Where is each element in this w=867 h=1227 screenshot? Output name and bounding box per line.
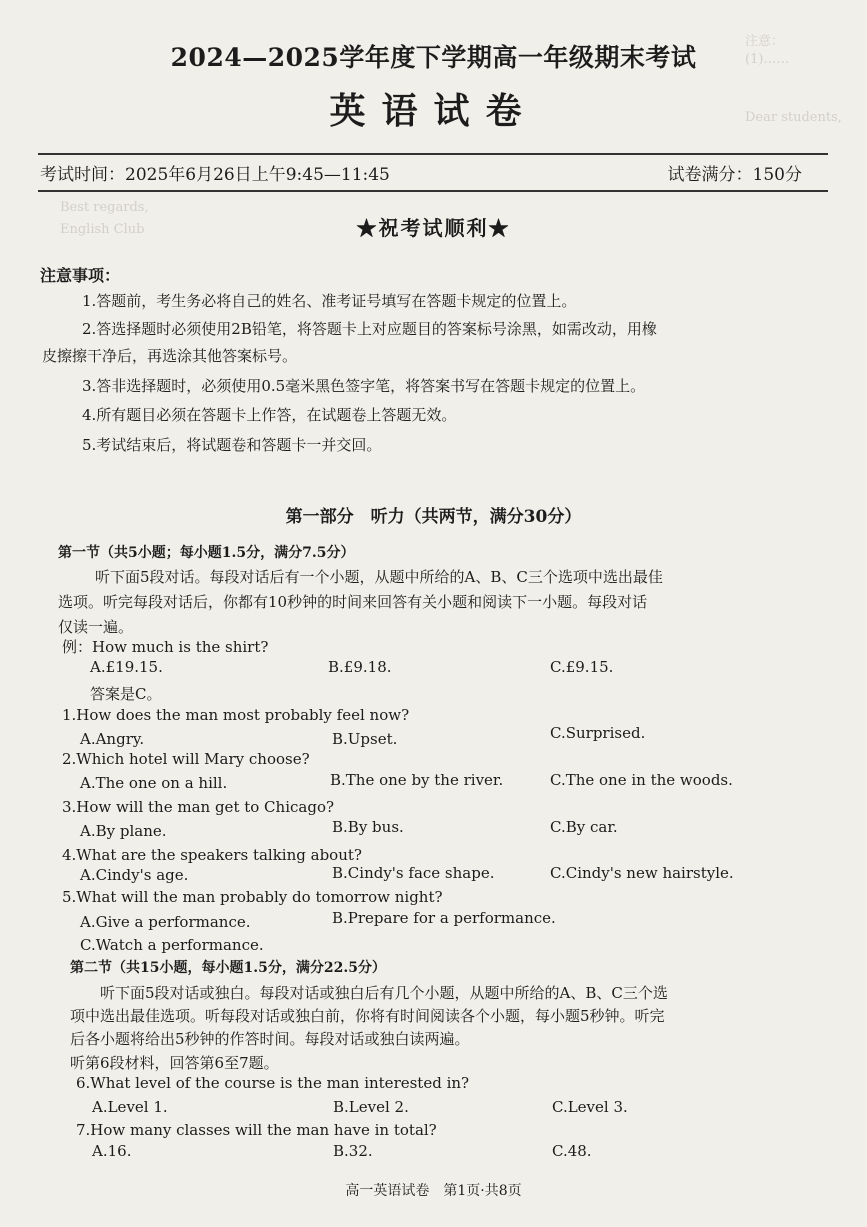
question-4-option-c: C.Cindy's new hairstyle. bbox=[550, 864, 734, 882]
material-6-instruction: 听第6段材料，回答第6至7题。 bbox=[70, 1054, 279, 1072]
question-2-option-a: A.The one on a hill. bbox=[80, 774, 228, 792]
question-6: 6.What level of the course is the man interested in? bbox=[76, 1074, 470, 1092]
bleed-through-text: English Club bbox=[60, 222, 145, 237]
question-7: 7.How many classes will the man have in total? bbox=[76, 1121, 437, 1139]
question-3: 3.How will the man get to Chicago? bbox=[62, 798, 335, 816]
question-6-option-b: B.Level 2. bbox=[333, 1098, 409, 1116]
question-6-option-c: C.Level 3. bbox=[552, 1098, 628, 1116]
question-7-option-c: C.48. bbox=[552, 1142, 592, 1160]
section2-instruction: 听下面5段对话或独白。每段对话或独白后有几个小题，从题中所给的A、B、C三个选 bbox=[100, 984, 668, 1002]
note-item: 3.答非选择题时，必须使用0.5毫米黑色签字笔，将答案书写在答题卡规定的位置上。 bbox=[82, 377, 646, 395]
note-item: 皮擦擦干净后，再选涂其他答案标号。 bbox=[42, 347, 298, 365]
example-option-a: A.£19.15. bbox=[90, 658, 163, 676]
bleed-through-text: 注意： bbox=[745, 34, 785, 49]
note-item: 5.考试结束后，将试题卷和答题卡一并交回。 bbox=[82, 436, 382, 454]
section1-heading: 第一节（共5小题；每小题1.5分，满分7.5分） bbox=[58, 545, 355, 561]
example-option-b: B.£9.18. bbox=[328, 658, 392, 676]
blessing-line: ★祝考试顺利★ bbox=[356, 216, 511, 240]
question-5-option-a: A.Give a performance. bbox=[80, 913, 251, 931]
section2-heading: 第二节（共15小题，每小题1.5分，满分22.5分） bbox=[70, 960, 386, 976]
bleed-through-text: Dear students, bbox=[745, 110, 842, 125]
section2-instruction: 项中选出最佳选项。听每段对话或独白前，你将有时间阅读各个小题，每小题5秒钟。听完 bbox=[70, 1007, 665, 1025]
bleed-through-text: (1)…… bbox=[745, 52, 790, 67]
question-5-option-b: B.Prepare for a performance. bbox=[332, 909, 556, 927]
question-2: 2.Which hotel will Mary choose? bbox=[62, 750, 310, 768]
header-bottom-rule bbox=[38, 190, 828, 192]
question-3-option-a: A.By plane. bbox=[80, 822, 167, 840]
exam-time: 考试时间：2025年6月26日上午9:45—11:45 bbox=[40, 165, 390, 185]
question-1-option-a: A.Angry. bbox=[80, 730, 145, 748]
question-7-option-a: A.16. bbox=[92, 1142, 132, 1160]
question-1: 1.How does the man most probably feel now? bbox=[62, 706, 410, 724]
section2-instruction: 后各小题将给出5秒钟的作答时间。每段对话或独白读两遍。 bbox=[70, 1030, 470, 1048]
section1-instruction: 仅读一遍。 bbox=[58, 618, 134, 636]
example-question: 例：How much is the shirt? bbox=[62, 638, 269, 656]
question-5: 5.What will the man probably do tomorrow night? bbox=[62, 888, 443, 906]
bleed-through-text: Best regards, bbox=[60, 200, 149, 215]
question-7-option-b: B.32. bbox=[333, 1142, 373, 1160]
exam-title: 2024—2025学年度下学期高一年级期末考试 bbox=[170, 43, 697, 72]
section1-instruction: 选项。听完每段对话后，你都有10秒钟的时间来回答有关小题和阅读下一小题。每段对话 bbox=[58, 593, 648, 611]
example-answer: 答案是C。 bbox=[90, 685, 162, 703]
exam-subject-title: 英语试卷 bbox=[329, 90, 538, 132]
question-4-option-a: A.Cindy's age. bbox=[80, 866, 189, 884]
notes-heading: 注意事项： bbox=[40, 266, 121, 285]
example-option-c: C.£9.15. bbox=[550, 658, 614, 676]
question-3-option-c: C.By car. bbox=[550, 818, 618, 836]
question-1-option-b: B.Upset. bbox=[332, 730, 398, 748]
question-1-option-c: C.Surprised. bbox=[550, 724, 646, 742]
question-4: 4.What are the speakers talking about? bbox=[62, 846, 362, 864]
note-item: 4.所有题目必须在答题卡上作答，在试题卷上答题无效。 bbox=[82, 406, 457, 424]
part1-heading: 第一部分 听力（共两节，满分30分） bbox=[285, 507, 582, 527]
question-4-option-b: B.Cindy's face shape. bbox=[332, 864, 495, 882]
note-item: 2.答选择题时必须使用2B铅笔，将答题卡上对应题目的答案标号涂黑，如需改动，用橡 bbox=[82, 320, 657, 338]
note-item: 1.答题前，考生务必将自己的姓名、准考证号填写在答题卡规定的位置上。 bbox=[82, 292, 577, 310]
full-score: 试卷满分：150分 bbox=[667, 165, 802, 185]
question-2-option-b: B.The one by the river. bbox=[330, 771, 504, 789]
page-footer: 高一英语试卷 第1页·共8页 bbox=[345, 1183, 522, 1199]
section1-instruction: 听下面5段对话。每段对话后有一个小题，从题中所给的A、B、C三个选项中选出最佳 bbox=[95, 568, 663, 586]
question-2-option-c: C.The one in the woods. bbox=[550, 771, 733, 789]
question-5-option-c: C.Watch a performance. bbox=[80, 936, 264, 954]
header-top-rule bbox=[38, 153, 828, 155]
question-3-option-b: B.By bus. bbox=[332, 818, 404, 836]
question-6-option-a: A.Level 1. bbox=[92, 1098, 168, 1116]
